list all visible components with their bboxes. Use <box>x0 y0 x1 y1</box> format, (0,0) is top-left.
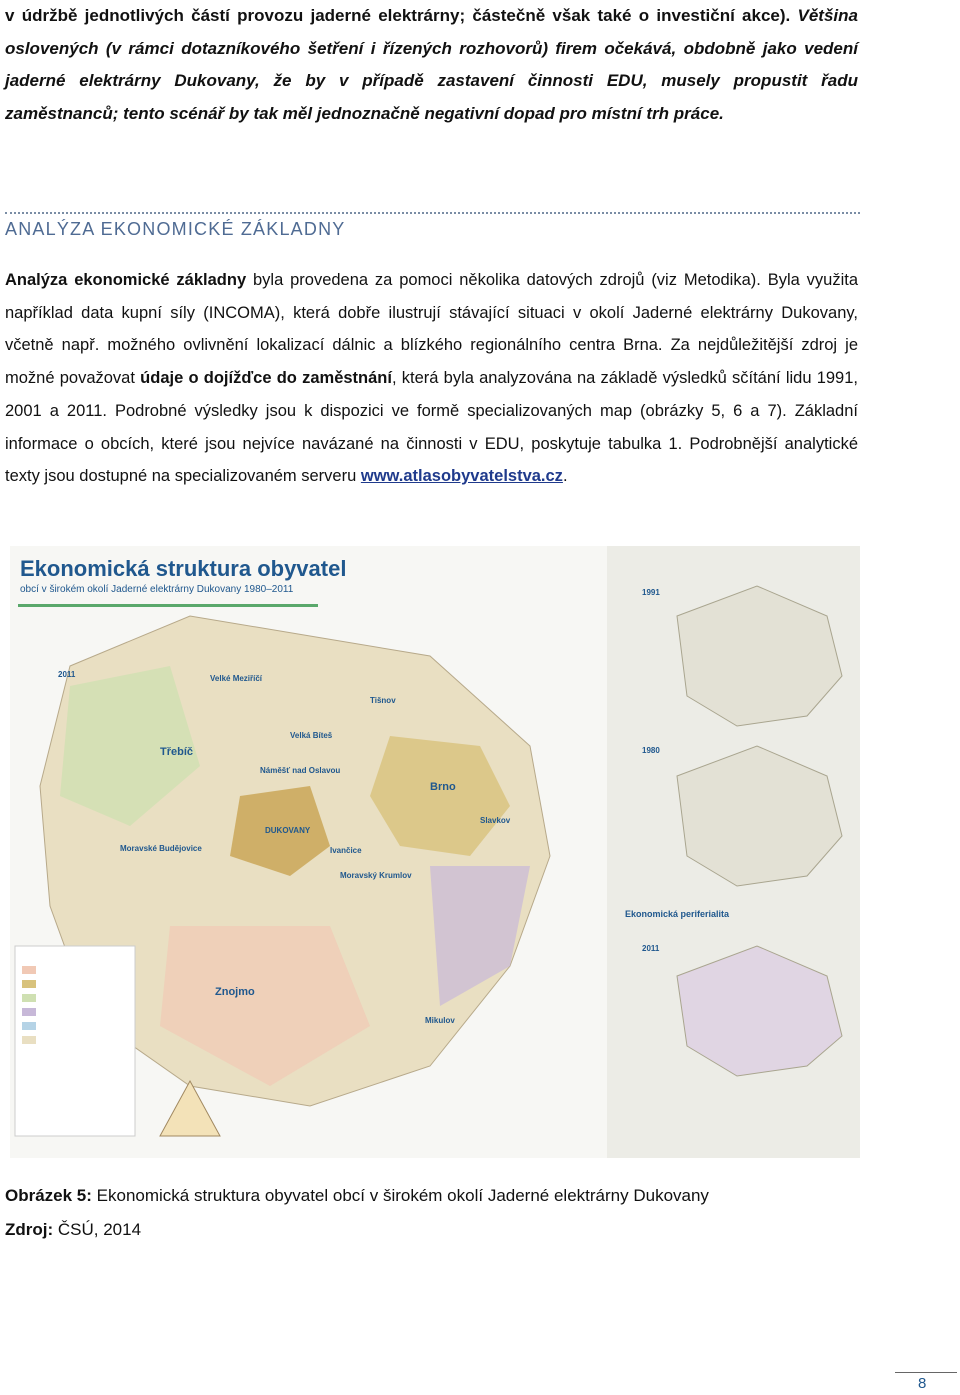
body-text-1: byla provedena za pomoci několika datových zdrojů (viz Metodika). Byla využita například data kupní síly (INCOMA), která dobře ilustrují stávající situaci v okolí Jaderné elektrárny Dukovany, včetně např. možného ovlivnění lokalizací dálnic a blízkého regionálního centra Brna. Za nejdůležitější zdroj je možné považovat <box>5 271 858 388</box>
main-map <box>10 546 610 1158</box>
town-label: Tišnov <box>370 696 396 705</box>
mini-map-2011 <box>677 946 842 1076</box>
body-bold-lead: Analýza ekonomické základny <box>5 271 247 289</box>
figure-subtitle: obcí v širokém okolí Jaderné elektrárny Dukovany 1980–2011 <box>20 584 294 595</box>
town-label: Znojmo <box>215 986 255 998</box>
mini-maps <box>607 546 860 1158</box>
town-label: Slavkov <box>480 816 511 825</box>
page-number: 8 <box>918 1375 927 1392</box>
intro-bold-text: Většina oslovených (v rámci dotazníkového šetření i řízených rozhovorů) firem očekává, obdobně jako vedení jaderné elektrárny Dukovany, že by v případě zastavení činnosti EDU, musely propustit řadu zaměstnanců; tento scénář by tak měl jednoznačně negativní dopad pro místní trh práce. <box>5 6 858 123</box>
figure-caption <box>5 1186 709 1206</box>
section-body <box>5 264 858 493</box>
town-label: Velká Bíteš <box>290 731 333 740</box>
map-figure <box>10 546 860 1158</box>
town-label: Moravský Krumlov <box>340 871 412 880</box>
town-label: Moravské Budějovice <box>120 844 202 853</box>
mini-year-1980: 1980 <box>642 746 660 755</box>
intro-paragraph <box>5 0 858 130</box>
caption-text: Ekonomická struktura obyvatel obcí v širokém okolí Jaderné elektrárny Dukovany <box>91 1186 709 1205</box>
page-number-rule <box>895 1372 957 1373</box>
atlas-link[interactable]: www.atlasobyvatelstva.cz <box>360 467 563 486</box>
figure-source <box>5 1220 141 1240</box>
main-map-year: 2011 <box>58 670 76 679</box>
town-label: Třebíč <box>160 746 194 758</box>
body-text-3: . <box>562 467 568 486</box>
figure-title: Ekonomická struktura obyvatel <box>20 556 347 581</box>
mini-map-1991 <box>677 586 842 726</box>
town-label: Velké Meziříčí <box>210 674 263 683</box>
body-text-2: , která byla analyzována na základě výsledků sčítání lidu 1991, 2001 a 2011. Podrobné výsledky jsou k dispozici ve formě specializovaných map (obrázky 5, 6 a 7). Základní informace o obcích, které jsou nejvíce navázané na činnosti v EDU, poskytuje tabulka 1. Podrobnější analytické texty jsou dostupné na specializovaném serveru <box>5 369 858 486</box>
mini-map-1980 <box>677 746 842 886</box>
mini-year-2011: 2011 <box>642 944 660 953</box>
periferialita-label: Ekonomická periferialita <box>625 909 730 919</box>
section-heading: ANALÝZA EKONOMICKÉ ZÁKLADNY <box>5 219 346 239</box>
town-label: Ivančice <box>330 846 362 855</box>
town-label: DUKOVANY <box>265 826 311 835</box>
legend-block <box>15 946 135 1136</box>
source-text: ČSÚ, 2014 <box>53 1220 142 1239</box>
caption-label: Obrázek 5: <box>5 1186 92 1205</box>
town-label: Náměšť nad Oslavou <box>260 766 341 775</box>
mini-maps-panel <box>607 546 860 1158</box>
intro-plain-text: v údržbě jednotlivých částí provozu jaderné elektrárny; částečně však také o investiční akce). <box>5 6 798 25</box>
source-label: Zdroj: <box>5 1220 54 1239</box>
body-bold-mid: údaje o dojížďce do zaměstnání <box>140 369 392 388</box>
town-label: Mikulov <box>425 1016 455 1025</box>
section-divider <box>5 212 860 214</box>
town-label: Brno <box>430 781 456 793</box>
mini-year-1991: 1991 <box>642 588 660 597</box>
